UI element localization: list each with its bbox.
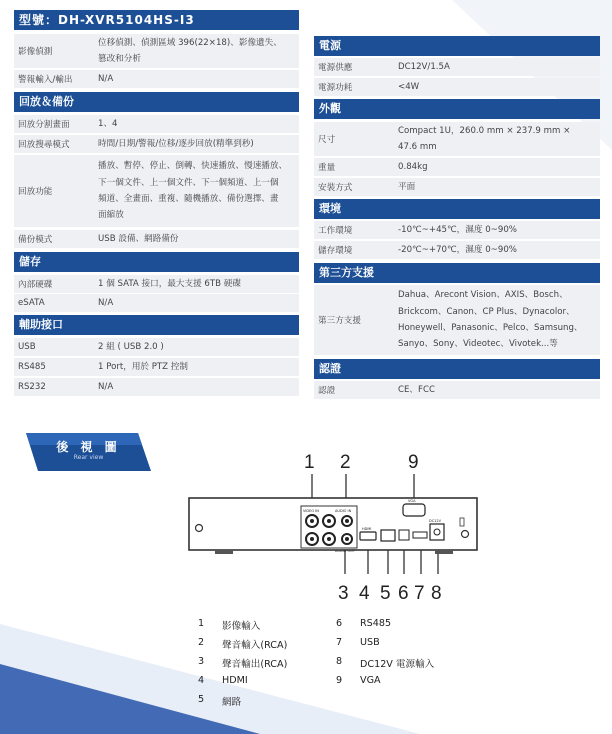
spec-value: -20℃~+70℃，濕度 0~90% (398, 244, 517, 255)
spec-value: 2 組 ( USB 2.0 ) (98, 341, 164, 352)
spec-row (14, 155, 299, 227)
spec-key: 安裝方式 (318, 183, 353, 193)
section-title-storage: 儲存 (14, 252, 299, 272)
spec-key: RS232 (18, 382, 46, 392)
callout-number: 6 (398, 583, 409, 604)
legend-number: 5 (198, 694, 205, 705)
spec-key: 重量 (318, 163, 336, 173)
spec-row (14, 378, 299, 396)
spec-key: 備份模式 (18, 235, 53, 245)
legend-item (336, 675, 486, 691)
spec-key: 電源功耗 (318, 83, 353, 93)
section-title-aux: 輔助接口 (14, 315, 299, 335)
legend-item (198, 675, 328, 691)
legend-text: HDMI (222, 675, 248, 686)
spec-key: 工作環境 (318, 226, 353, 236)
spec-value: DC12V/1.5A (398, 61, 450, 72)
spec-value: CE、FCC (398, 384, 435, 395)
spec-value: 47.6 mm (398, 142, 437, 152)
spec-value: 下一個文件、上一個文件、下一個頻道、上一個 (98, 177, 279, 188)
legend-item (198, 618, 328, 634)
spec-row (14, 230, 299, 248)
legend-number: 9 (336, 675, 343, 686)
spec-value: Dahua、Arecont Vision、AXIS、Bosch、 (398, 290, 568, 301)
spec-value: 時間/日期/警報/位移/逐步回放(精準到秒) (98, 138, 254, 149)
spec-row (14, 358, 299, 376)
callout-number: 3 (338, 583, 349, 604)
spec-key: 警報輸入/輸出 (18, 75, 73, 85)
legend-text: DC12V 電源輸入 (360, 659, 435, 670)
spec-value: 播放、暫停、停止、倒轉、快速播放、慢速播放、 (98, 161, 288, 172)
spec-key: 回放搜尋模式 (18, 140, 70, 150)
spec-key: RS485 (18, 362, 46, 372)
spec-value: 頻道、全畫面、重複、隨機播放、備份選擇、畫 (98, 194, 279, 204)
callout-number: 2 (340, 452, 351, 473)
callout-number: 8 (431, 583, 442, 604)
spec-value: 1 個 SATA 接口，最大支援 6TB 硬碟 (98, 278, 241, 289)
callout-number: 1 (304, 452, 315, 473)
spec-value: N/A (98, 73, 114, 84)
spec-value: Compact 1U，260.0 mm × 237.9 mm × (398, 125, 571, 136)
callout-number: 7 (414, 583, 425, 604)
spec-row (314, 178, 600, 196)
legend-text: USB (360, 637, 380, 648)
model-title: 型號：DH-XVR5104HS-I3 (14, 10, 299, 30)
legend-item (198, 656, 328, 672)
spec-row (14, 70, 299, 88)
rear-panel-diagram (185, 470, 485, 582)
rear-view-badge (26, 433, 151, 471)
legend-number: 7 (336, 637, 343, 648)
spec-value: 0.84kg (398, 161, 428, 172)
spec-value: USB 設備、網路備份 (98, 233, 179, 244)
legend-item (198, 694, 328, 710)
spec-key: eSATA (18, 298, 45, 308)
spec-value: Sanyo、Sony、Videotec、Vivotek...等 (398, 339, 558, 350)
rear-view-subtitle: Rear view (73, 454, 104, 461)
panel-label: AUDIO OUT (335, 549, 356, 553)
spec-key: 電源供應 (318, 63, 353, 73)
spec-row (14, 275, 299, 293)
spec-key: 影像偵測 (18, 47, 53, 57)
panel-label: HDMI (362, 527, 372, 531)
spec-row (314, 58, 600, 76)
spec-key: 儲存環境 (318, 246, 353, 256)
legend-number: 2 (198, 637, 205, 648)
legend-number: 6 (336, 618, 343, 629)
spec-value: Honeywell、Panasonic、Pelco、Samsung、 (398, 323, 583, 333)
legend-number: 1 (198, 618, 205, 629)
section-title-appearance: 外觀 (314, 99, 600, 119)
legend-text: RS485 (360, 618, 392, 629)
spec-value: 1 Port，用於 PTZ 控制 (98, 361, 188, 372)
spec-key: USB (18, 342, 36, 352)
legend-text: 影像輸入 (222, 621, 261, 632)
spec-key: 回放功能 (18, 187, 53, 197)
spec-row (14, 34, 299, 68)
legend-left (198, 618, 328, 718)
panel-label: DC12V (429, 519, 441, 523)
legend-item (336, 656, 486, 672)
legend-text: 聲音輸入(RCA) (222, 640, 288, 651)
spec-row (314, 158, 600, 176)
spec-value: 篡改和分析 (98, 54, 141, 64)
legend-text: 聲音輸出(RCA) (222, 659, 288, 670)
legend-item (198, 637, 328, 653)
section-title-playback: 回放＆備份 (14, 92, 299, 112)
spec-value: -10℃~+45℃，濕度 0~90% (398, 224, 517, 235)
legend-item (336, 637, 486, 653)
spec-value: <4W (398, 81, 420, 92)
spec-value: 平面 (398, 181, 416, 192)
spec-value: 位移偵測、偵測區域 396(22×18)、影像遺失、 (98, 37, 282, 48)
callout-number: 4 (359, 583, 370, 604)
spec-value: N/A (98, 297, 114, 308)
legend-item (336, 618, 486, 634)
spec-row (314, 381, 600, 399)
panel-label: VGA (408, 499, 416, 503)
panel-label: AUDIO IN (335, 509, 352, 513)
spec-value: 1、4 (98, 118, 118, 129)
spec-key: 回放分割畫面 (18, 120, 70, 130)
callout-number: 9 (408, 452, 419, 473)
section-title-third-party: 第三方支援 (314, 263, 600, 283)
spec-row (314, 285, 600, 355)
legend-number: 3 (198, 656, 205, 667)
legend-right (336, 618, 486, 698)
spec-value: N/A (98, 381, 114, 392)
spec-row (14, 294, 299, 312)
spec-row (14, 338, 299, 356)
spec-key: 認證 (318, 386, 336, 396)
spec-row (314, 122, 600, 156)
rear-view-title: 後 視 圖 (56, 440, 121, 454)
section-title-environment: 環境 (314, 199, 600, 219)
legend-text: 網路 (222, 697, 242, 708)
section-title-power: 電源 (314, 36, 600, 56)
spec-row (314, 221, 600, 239)
spec-key: 第三方支援 (318, 316, 361, 326)
spec-key: 內部硬碟 (18, 280, 53, 290)
spec-row (314, 78, 600, 96)
legend-text: VGA (360, 675, 381, 686)
callout-number: 5 (380, 583, 391, 604)
panel-label: VIDEO IN (303, 509, 319, 513)
spec-value: Brickcom、Canon、CP Plus、Dynacolor、 (398, 306, 575, 317)
legend-number: 4 (198, 675, 205, 686)
legend-number: 8 (336, 656, 343, 667)
spec-value: 面縮放 (98, 210, 124, 221)
section-title-certification: 認證 (314, 359, 600, 379)
spec-row (14, 115, 299, 133)
spec-row (14, 135, 299, 153)
spec-key: 尺寸 (318, 135, 336, 145)
spec-row (314, 241, 600, 259)
